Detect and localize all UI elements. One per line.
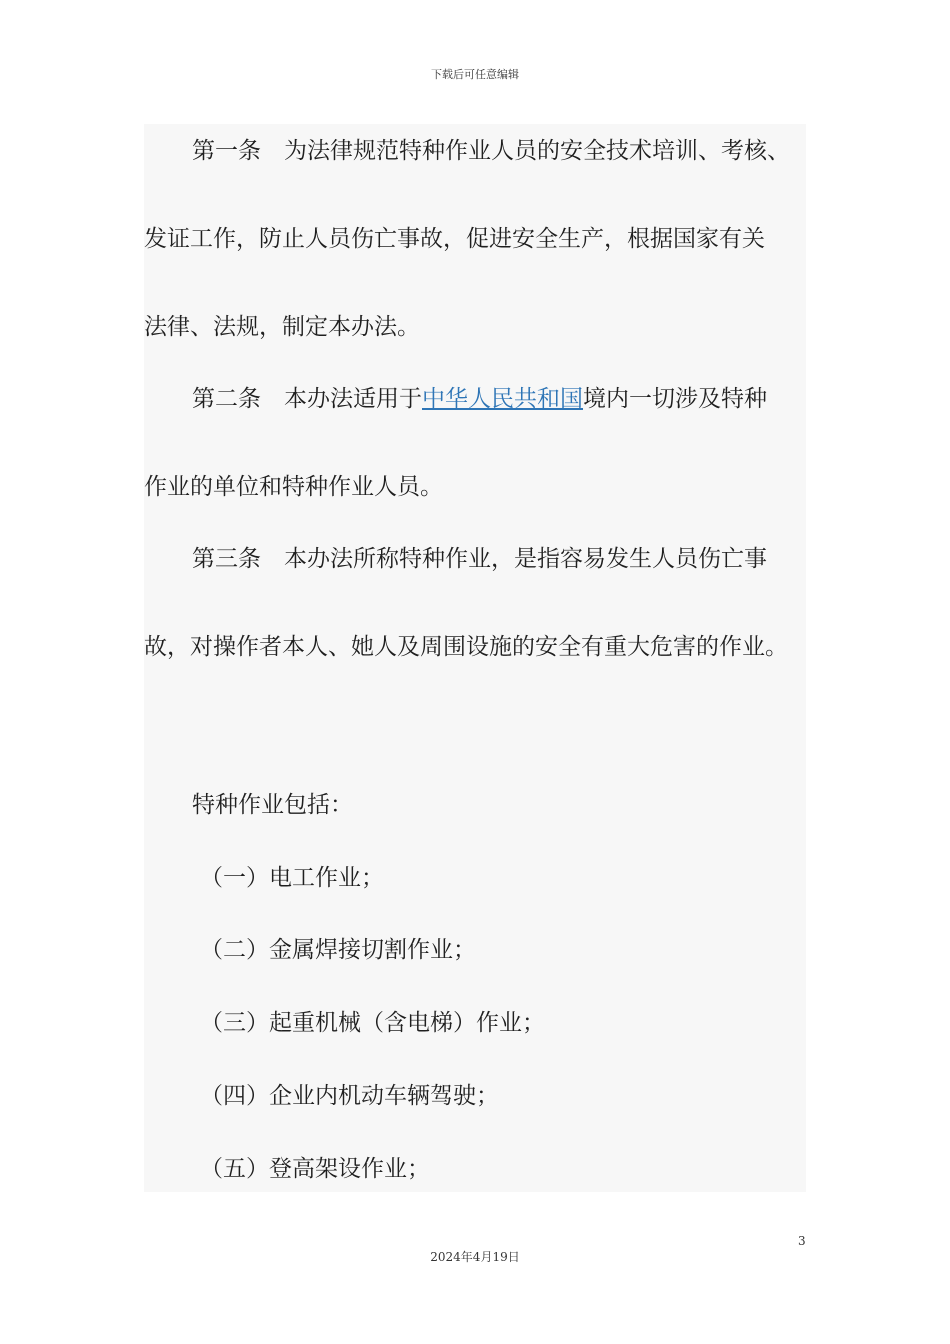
list-item: （五）登高架设作业； (200, 1156, 430, 1182)
list-item: （三）起重机械（含电梯）作业； (200, 1010, 545, 1036)
article-1-line-1: 第一条 为法律规范特种作业人员的安全技术培训、考核、 (192, 138, 790, 164)
article-3-line-2: 故，对操作者本人、她人及周围设施的安全有重大危害的作业。 (144, 634, 788, 660)
article-2-text-before-link: 第二条 本办法适用于 (192, 386, 422, 412)
article-3-line-1: 第三条 本办法所称特种作业，是指容易发生人员伤亡事 (192, 546, 767, 572)
prc-link[interactable]: 中华人民共和国 (422, 386, 583, 412)
page-number: 3 (798, 1234, 806, 1248)
page-header: 下载后可任意编辑 (431, 68, 519, 81)
list-item: （一）电工作业； (200, 865, 384, 891)
list-item: （二）金属焊接切割作业； (200, 937, 476, 963)
article-1-line-3: 法律、法规，制定本办法。 (144, 314, 420, 340)
article-2-line-1 (192, 385, 767, 413)
article-2-text-after-link: 境内一切涉及特种 (583, 386, 767, 412)
article-2-line-2: 作业的单位和特种作业人员。 (144, 474, 443, 500)
article-1-line-2: 发证工作，防止人员伤亡事故，促进安全生产，根据国家有关 (144, 226, 765, 252)
list-intro: 特种作业包括： (192, 792, 353, 818)
document-body (144, 124, 806, 1192)
footer-date: 2024年4月19日 (430, 1250, 520, 1264)
list-item: （四）企业内机动车辆驾驶； (200, 1083, 499, 1109)
